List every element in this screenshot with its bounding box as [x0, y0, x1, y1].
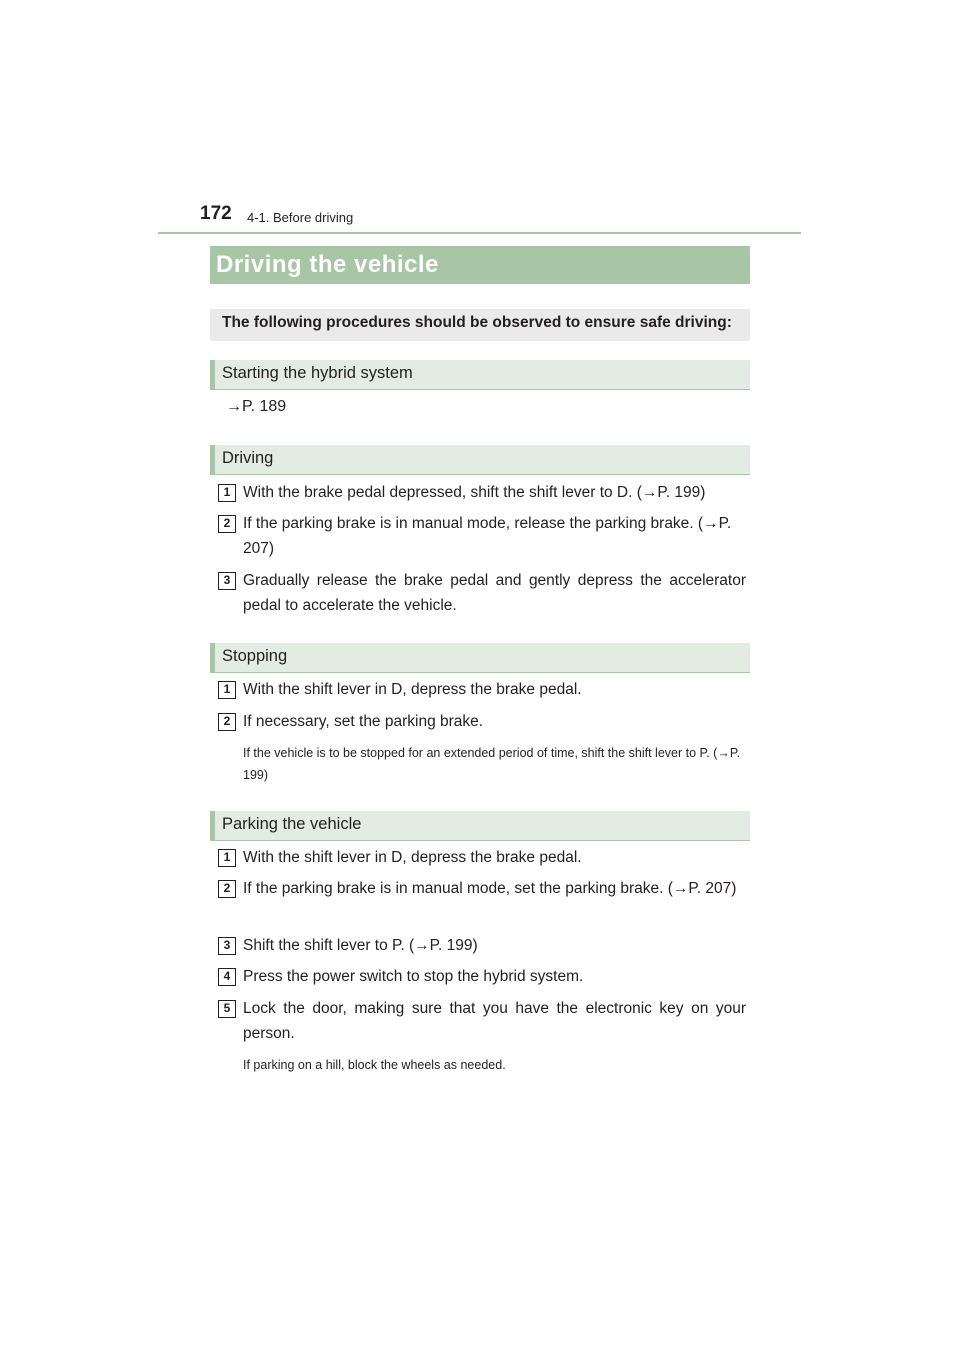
- step-number: 1: [218, 484, 236, 502]
- step-text: Press the power switch to stop the hybrid system.: [243, 968, 584, 985]
- section-heading-parking: Parking the vehicle: [210, 811, 750, 841]
- step-text: Gradually release the brake pedal and gently depress the accelerator pedal to accelerate the vehicle.: [243, 572, 746, 614]
- step-text: With the shift lever in D, depress the brake pedal.: [243, 849, 582, 866]
- section-heading-starting: Starting the hybrid system: [210, 360, 750, 390]
- step-text: Shift the shift lever to P. (→P. 199): [243, 937, 478, 954]
- note-text: If parking on a hill, block the wheels as needed.: [243, 1058, 506, 1072]
- page-title: Driving the vehicle: [210, 246, 750, 284]
- page-number: 172: [200, 203, 232, 224]
- step-text: With the brake pedal depressed, shift the shift lever to D. (→P. 199): [243, 484, 706, 501]
- step-text: Lock the door, making sure that you have the electronic key on your person.: [243, 1000, 746, 1042]
- step-number: 2: [218, 515, 236, 533]
- step-number: 3: [218, 572, 236, 590]
- page-reference: →P. 189: [226, 398, 287, 415]
- note-text: If the vehicle is to be stopped for an extended period of time, shift the shift lever to P. (→P. 199): [243, 746, 741, 782]
- header-divider: [158, 232, 801, 234]
- step-number: 4: [218, 968, 236, 986]
- section-label: 4-1. Before driving: [247, 210, 354, 225]
- section-heading-driving: Driving: [210, 445, 750, 475]
- step-number: 2: [218, 880, 236, 898]
- step-number: 1: [218, 849, 236, 867]
- step-number: 5: [218, 1000, 236, 1018]
- step-text: If the parking brake is in manual mode, set the parking brake. (→P. 207): [243, 880, 737, 897]
- step-text: If necessary, set the parking brake.: [243, 713, 484, 730]
- step-number: 3: [218, 937, 236, 955]
- step-number: 1: [218, 681, 236, 699]
- step-number: 2: [218, 713, 236, 731]
- intro-text: The following procedures should be observed to ensure safe driving:: [210, 309, 750, 341]
- section-heading-stopping: Stopping: [210, 643, 750, 673]
- step-text: If the parking brake is in manual mode, release the parking brake. (→P. 207): [243, 515, 732, 557]
- step-text: With the shift lever in D, depress the brake pedal.: [243, 681, 582, 698]
